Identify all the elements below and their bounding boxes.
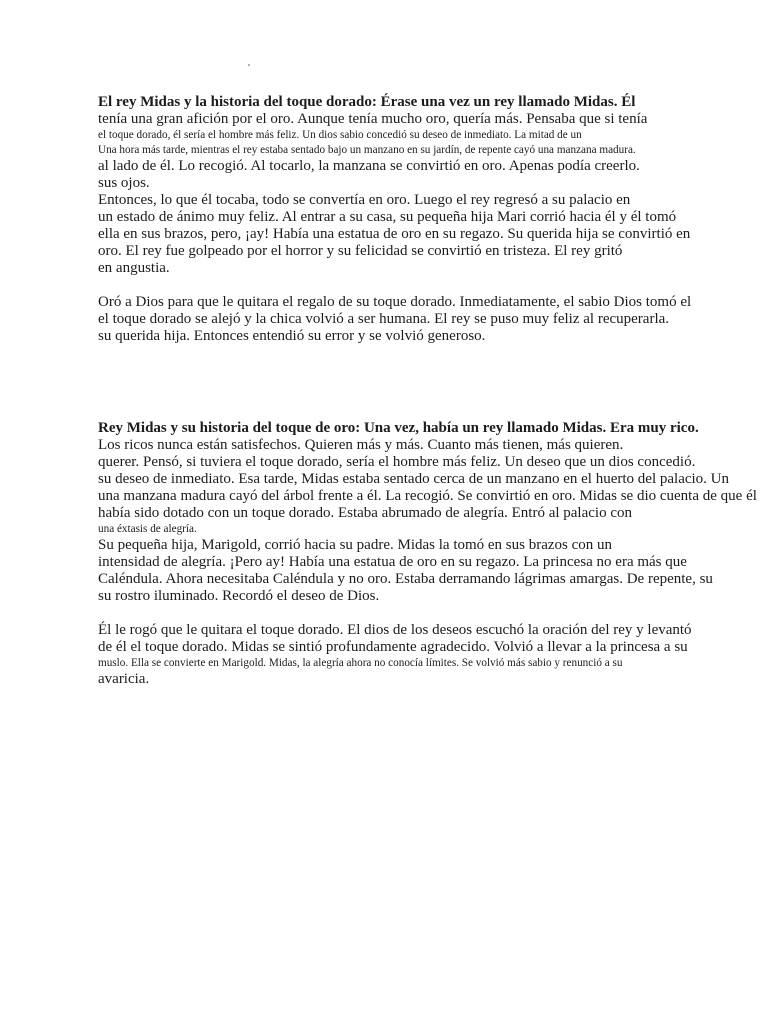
story-1-line: tenía una gran afición por el oro. Aunque tenía mucho oro, quería más. Pensaba que si tenía <box>98 111 648 127</box>
story-2-heading: Rey Midas y su historia del toque de oro: Una vez, había un rey llamado Midas. Era muy rico. <box>98 420 699 436</box>
story-2-line: su rostro iluminado. Recordó el deseo de Dios. <box>98 588 380 604</box>
story-2-line: de él el toque dorado. Midas se sintió profundamente agradecido. Volvió a llevar a la princesa a su <box>98 639 688 655</box>
story-2-line: Caléndula. Ahora necesitaba Caléndula y no oro. Estaba derramando lágrimas amargas. De repente, su <box>98 571 713 587</box>
story-2-line: Los ricos nunca están satisfechos. Quieren más y más. Cuanto más tienen, más quieren. <box>98 437 624 453</box>
story-2-line: Él le rogó que le quitara el toque dorado. El dios de los deseos escuchó la oración del rey y levantó <box>98 622 692 638</box>
story-2-line: había sido dotado con un toque dorado. Estaba abrumado de alegría. Entró al palacio con <box>98 505 632 521</box>
paragraph-gap <box>98 277 738 294</box>
story-2-line: su deseo de inmediato. Esa tarde, Midas estaba sentado cerca de un manzano en el huerto del palacio. Un <box>98 471 730 487</box>
story-1-heading: El rey Midas y la historia del toque dorado: Érase una vez un rey llamado Midas. Él <box>98 94 636 110</box>
story-1-line: al lado de él. Lo recogió. Al tocarlo, la manzana se convirtió en oro. Apenas podía creerlo. <box>98 158 640 174</box>
story-1-line: Oró a Dios para que le quitara el regalo de su toque dorado. Inmediatamente, el sabio Dios tomó el <box>98 294 692 310</box>
story-1-line: Una hora más tarde, mientras el rey estaba sentado bajo un manzano en su jardín, de repente cayó una manzana madura. <box>98 144 636 156</box>
story-1 <box>98 94 738 345</box>
story-1-line: en angustia. <box>98 260 170 276</box>
story-1-line: su querida hija. Entonces entendió su error y se volvió generoso. <box>98 328 486 344</box>
scan-speck <box>248 64 250 66</box>
story-1-line: el toque dorado se alejó y la chica volvió a ser humana. El rey se puso muy feliz al recuperarla. <box>98 311 670 327</box>
story-1-line: el toque dorado, él sería el hombre más feliz. Un dios sabio concedió su deseo de inmediato. La mitad de un <box>98 129 582 141</box>
story-2 <box>98 420 757 688</box>
story-2-line: una éxtasis de alegría. <box>98 523 197 535</box>
story-1-line: Entonces, lo que él tocaba, todo se convertía en oro. Luego el rey regresó a su palacio en <box>98 192 631 208</box>
story-2-line: una manzana madura cayó del árbol frente a él. La recogió. Se convirtió en oro. Midas se dio cuenta de que él <box>98 488 757 504</box>
story-1-line: oro. El rey fue golpeado por el horror y su felicidad se convirtió en tristeza. El rey gritó <box>98 243 623 259</box>
story-2-line: intensidad de alegría. ¡Pero ay! Había una estatua de oro en su regazo. La princesa no era más que <box>98 554 687 570</box>
story-1-line: un estado de ánimo muy feliz. Al entrar a su casa, su pequeña hija Mari corrió hacia él y él tomó <box>98 209 677 225</box>
story-2-line: querer. Pensó, si tuviera el toque dorado, sería el hombre más feliz. Un deseo que un dios concedió. <box>98 454 696 470</box>
story-1-line: ella en sus brazos, pero, ¡ay! Había una estatua de oro en su regazo. Su querida hija se convirtió en <box>98 226 691 242</box>
story-2-line: muslo. Ella se convierte en Marigold. Midas, la alegría ahora no conocía límites. Se volvió más sabio y renunció a su <box>98 657 623 669</box>
paragraph-gap <box>98 605 738 622</box>
story-1-line: sus ojos. <box>98 175 150 191</box>
story-2-line: avaricia. <box>98 671 150 687</box>
story-2-line: Su pequeña hija, Marigold, corrió hacia su padre. Midas la tomó en sus brazos con un <box>98 537 613 553</box>
